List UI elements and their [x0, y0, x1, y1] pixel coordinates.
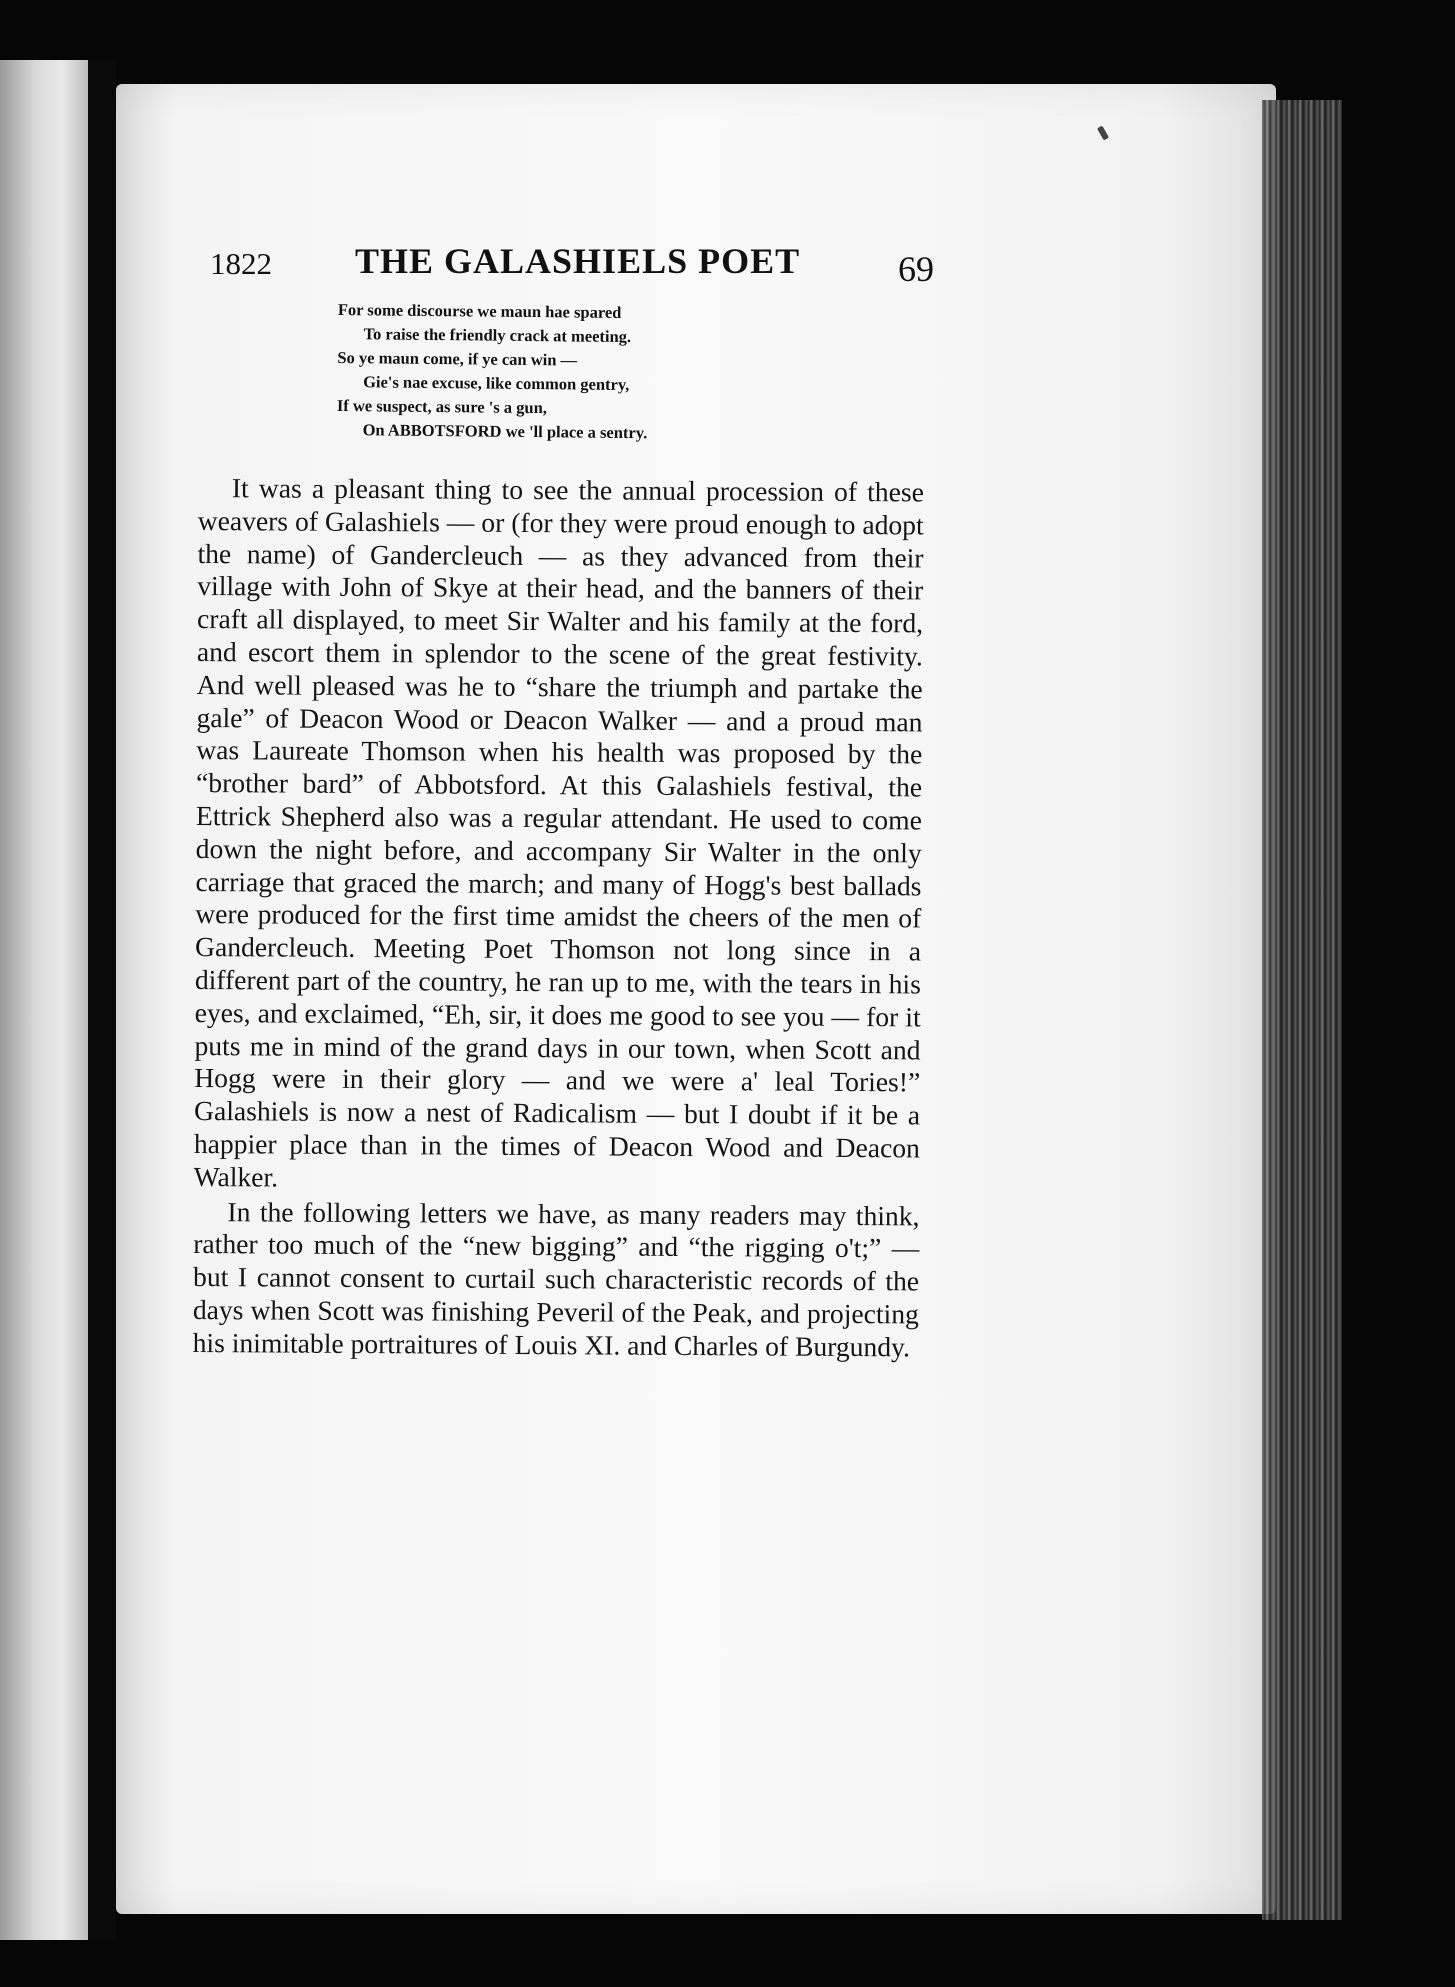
- verse-line: For some discourse we maun hae spared: [337, 299, 622, 322]
- body-text: [193, 472, 924, 1364]
- page-number: 69: [898, 249, 934, 289]
- running-head-year: 1822: [210, 246, 272, 281]
- verse-line: So ye maun come, if ye can win —: [337, 347, 578, 370]
- page-fore-edge: [1262, 100, 1342, 1920]
- verse-line: Gie's nae excuse, like common gentry,: [363, 372, 630, 395]
- verse-stanza: [336, 298, 757, 446]
- left-page-edge: [0, 60, 88, 1940]
- book-gutter: [88, 60, 116, 1940]
- verse-line: On ABBOTSFORD we 'll place a sentry.: [362, 420, 648, 443]
- running-head-title: THE GALASHIELS POET: [355, 241, 801, 281]
- paragraph: It was a pleasant thing to see the annual procession of these weavers of Galashiels — or (for they were proud enough to adopt the name) of Gandercleuch — as they advanced from their village with John of Skye at their head, and the banners of their craft all displayed, to meet Sir Walter and his family at the ford, and escort them in splendor to the scene of the great festivity. And well pleased was he to “share the triumph and partake the gale” of Deacon Wood or Deacon Walker — and a proud man was Laureate Thomson when his health was proposed by the “brother bard” of Abbotsford. At this Galashiels festival, the Ettrick Shepherd also was a regular attendant. He used to come down the night before, and accompany Sir Walter in the only carriage that graced the march; and many of Hogg's best ballads were produced for the first time amidst the cheers of the men of Gandercleuch. Meeting Poet Thomson not long since in a different part of the country, he ran up to me, with the tears in his eyes, and exclaimed, “Eh, sir, it does me good to see you — for it puts me in mind of the grand days in our town, when Scott and Hogg were in their glory — and we were a' leal Tories!” Galashiels is now a nest of Radicalism — but I doubt if it be a happier place than in the times of Deacon Wood and Deacon Walker.: [193, 472, 924, 1193]
- verse-line: To raise the friendly crack at meeting.: [363, 324, 632, 347]
- running-head: [210, 238, 940, 294]
- paragraph: In the following letters we have, as many readers may think, rather too much of the “new bigging” and “the rigging o't;” — but I cannot consent to curtail such characteristic records of the days when Scott was finishing Peveril of the Peak, and projecting his inimitable portraitures of Louis XI. and Charles of Burgundy.: [192, 1195, 920, 1363]
- verse-line: If we suspect, as sure 's a gun,: [336, 395, 548, 418]
